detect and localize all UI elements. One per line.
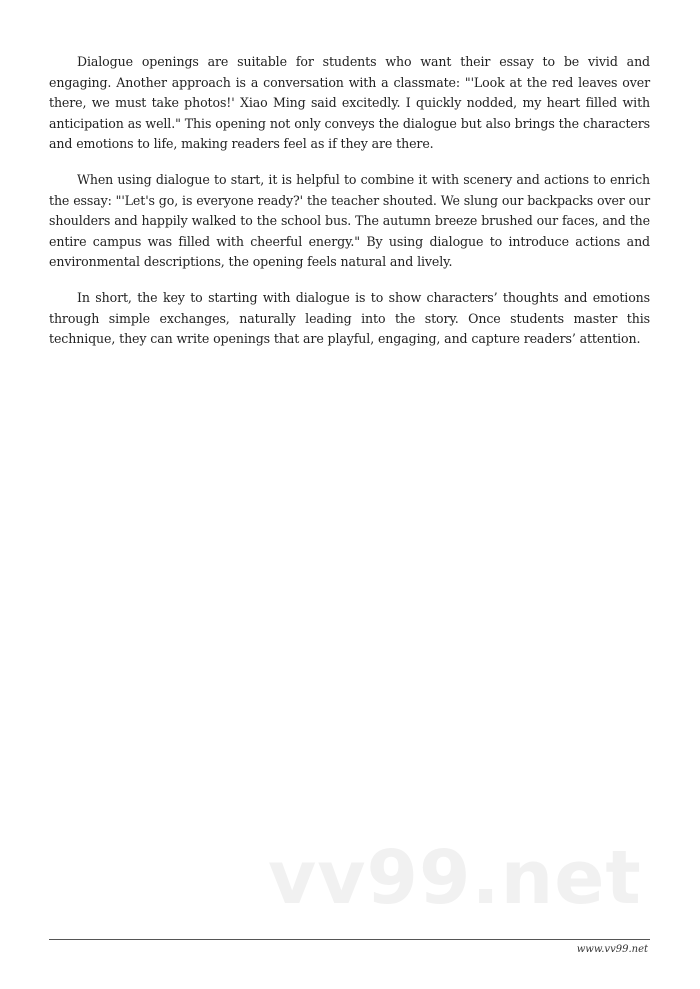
footer-url: www.vv99.net bbox=[576, 944, 648, 955]
article-body bbox=[49, 52, 650, 365]
watermark: vv99.net bbox=[268, 835, 642, 921]
footer-divider bbox=[49, 939, 650, 940]
paragraph: When using dialogue to start, it is helpful to combine it with scenery and actions to enrich the essay: "'Let's go, is everyone ready?' the teacher shouted. We slung our backpacks over our shoulders and happily walked to the school bus. The autumn breeze brushed our faces, and the entire campus was filled with cheerful energy." By using dialogue to introduce actions and environmental descriptions, the opening feels natural and lively. bbox=[49, 171, 650, 270]
paragraph: Dialogue openings are suitable for students who want their essay to be vivid and engaging. Another approach is a conversation with a classmate: "'Look at the red leaves over there, we must take photos!' Xiao Ming said excitedly. I quickly nodded, my heart filled with anticipation as well." This opening not only conveys the dialogue but also brings the characters and emotions to life, making readers feel as if they are there. bbox=[49, 54, 650, 152]
paragraph: In short, the key to starting with dialogue is to show characters’ thoughts and emotions through simple exchanges, naturally leading into the story. Once students master this technique, they can write openings that are playful, engaging, and capture readers’ attention. bbox=[49, 289, 650, 347]
